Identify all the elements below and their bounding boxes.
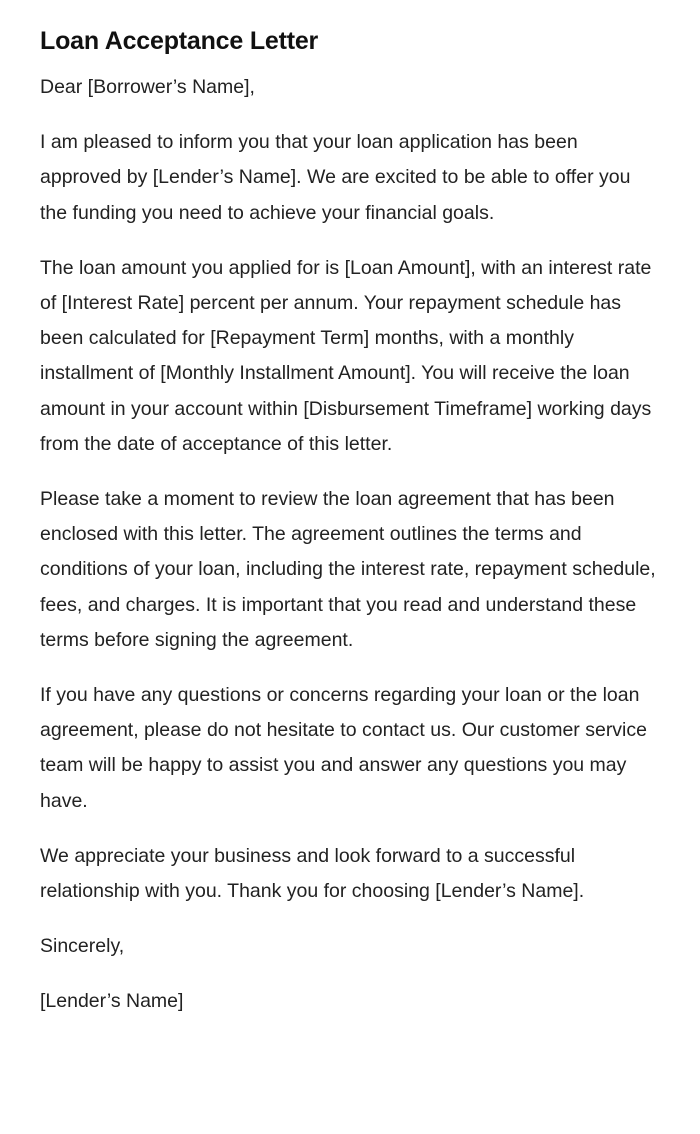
paragraph-approval: I am pleased to inform you that your loan application has been approved by [Lender’s Name]. We are excited to be able to offer you the funding you need to achieve your financial goals. xyxy=(40,131,631,224)
paragraph-contact: If you have any questions or concerns regarding your loan or the loan agreement, please do not hesitate to contact us. Our customer service team will be happy to assist you and answer any questions you may have. xyxy=(40,684,647,812)
paragraph-review-agreement: Please take a moment to review the loan agreement that has been enclosed with this letter. The agreement outlines the terms and conditions of your loan, including the interest rate, repayment schedule, fees, and charges. It is important that you read and understand these terms before signing the agreement. xyxy=(40,488,656,651)
salutation: Dear [Borrower’s Name], xyxy=(40,76,255,98)
paragraph-appreciation: We appreciate your business and look forward to a successful relationship with you. Thank you for choosing [Lender’s Name]. xyxy=(40,844,585,903)
paragraph-loan-terms: The loan amount you applied for is [Loan Amount], with an interest rate of [Interest Rate] percent per annum. Your repayment schedule has been calculated for [Repayment Term] months, with a monthly installment of [Monthly Installment Amount]. You will receive the loan amount in your account within [Disbursement Timeframe] working days from the date of acceptance of this letter. xyxy=(40,256,652,455)
signature: [Lender’s Name] xyxy=(40,990,184,1013)
letter-title: Loan Acceptance Letter xyxy=(40,27,319,55)
closing: Sincerely, xyxy=(40,935,125,958)
